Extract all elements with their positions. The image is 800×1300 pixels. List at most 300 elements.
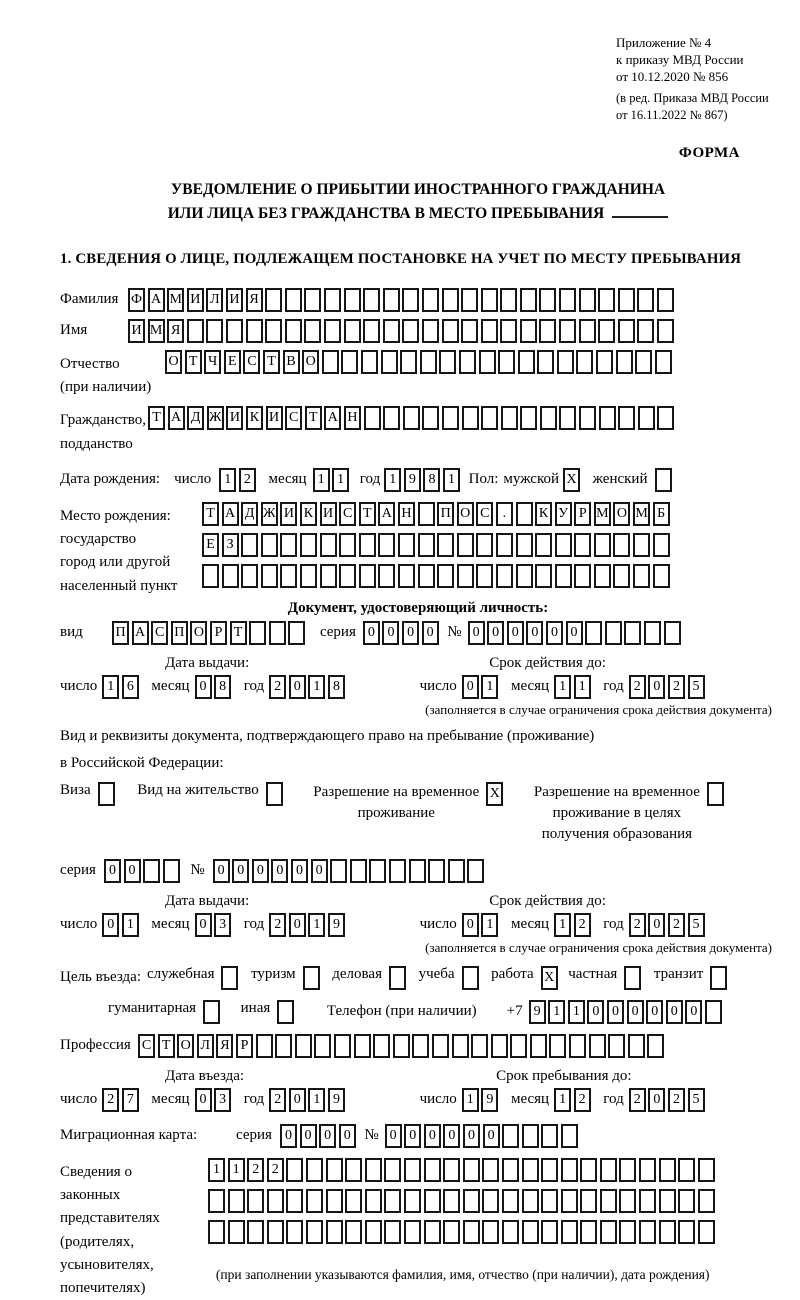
char-box[interactable] [522, 1124, 539, 1148]
char-box[interactable] [326, 1189, 343, 1213]
char-box[interactable] [359, 564, 376, 588]
char-box[interactable]: 1 [568, 1000, 585, 1024]
char-box[interactable]: 1 [481, 675, 498, 699]
char-box[interactable] [314, 1034, 331, 1058]
char-box[interactable]: 1 [308, 675, 325, 699]
char-box[interactable] [247, 1220, 264, 1244]
char-box[interactable] [324, 288, 341, 312]
char-box[interactable] [300, 564, 317, 588]
char-box[interactable]: 0 [402, 621, 419, 645]
char-box[interactable]: 2 [269, 1088, 286, 1112]
char-box[interactable]: 0 [382, 621, 399, 645]
char-box[interactable]: 5 [688, 1088, 705, 1112]
char-box[interactable] [655, 350, 672, 374]
char-box[interactable] [561, 1158, 578, 1182]
char-box[interactable]: О [190, 621, 207, 645]
char-box[interactable] [678, 1189, 695, 1213]
char-box[interactable]: Ж [207, 406, 224, 430]
char-box[interactable] [247, 1189, 264, 1213]
char-box[interactable] [535, 564, 552, 588]
char-box[interactable] [619, 1189, 636, 1213]
char-box[interactable]: 8 [214, 675, 231, 699]
char-box[interactable] [442, 319, 459, 343]
char-box[interactable]: 0 [443, 1124, 460, 1148]
char-box[interactable]: 0 [685, 1000, 702, 1024]
char-box[interactable]: О [457, 502, 474, 526]
char-box[interactable] [516, 564, 533, 588]
char-box[interactable]: А [324, 406, 341, 430]
char-box[interactable] [400, 350, 417, 374]
char-box[interactable]: 1 [443, 468, 460, 492]
char-box[interactable] [428, 859, 445, 883]
char-box[interactable] [383, 406, 400, 430]
char-box[interactable]: 0 [404, 1124, 421, 1148]
char-box[interactable]: З [222, 533, 239, 557]
char-box[interactable] [461, 288, 478, 312]
char-box[interactable] [608, 1034, 625, 1058]
char-box[interactable] [580, 1158, 597, 1182]
char-box[interactable] [228, 1220, 245, 1244]
char-box[interactable] [653, 533, 670, 557]
char-box[interactable] [501, 406, 518, 430]
char-box[interactable] [657, 406, 674, 430]
char-box[interactable] [275, 1034, 292, 1058]
char-box[interactable] [463, 1220, 480, 1244]
char-box[interactable] [618, 288, 635, 312]
char-box[interactable] [393, 1034, 410, 1058]
char-box[interactable] [439, 350, 456, 374]
char-box[interactable] [589, 1034, 606, 1058]
char-box[interactable] [596, 350, 613, 374]
char-box[interactable] [330, 859, 347, 883]
char-box[interactable] [476, 564, 493, 588]
char-box[interactable] [462, 966, 479, 990]
char-box[interactable]: 0 [300, 1124, 317, 1148]
char-box[interactable] [624, 966, 641, 990]
char-box[interactable] [594, 533, 611, 557]
char-box[interactable]: 0 [462, 675, 479, 699]
char-box[interactable] [306, 1220, 323, 1244]
char-box[interactable]: 8 [423, 468, 440, 492]
char-box[interactable] [345, 1189, 362, 1213]
char-box[interactable] [482, 1158, 499, 1182]
char-box[interactable] [420, 350, 437, 374]
char-box[interactable] [320, 533, 337, 557]
char-box[interactable]: . [496, 502, 513, 526]
char-box[interactable] [222, 564, 239, 588]
char-box[interactable]: 0 [195, 1088, 212, 1112]
char-box[interactable]: 2 [574, 1088, 591, 1112]
char-box[interactable] [520, 319, 537, 343]
char-box[interactable] [383, 319, 400, 343]
char-box[interactable]: 9 [529, 1000, 546, 1024]
char-box[interactable] [600, 1220, 617, 1244]
char-box[interactable]: К [300, 502, 317, 526]
char-box[interactable] [286, 1158, 303, 1182]
char-box[interactable]: 1 [313, 468, 330, 492]
char-box[interactable] [265, 319, 282, 343]
char-box[interactable] [398, 564, 415, 588]
char-box[interactable] [502, 1189, 519, 1213]
char-box[interactable] [585, 621, 602, 645]
char-box[interactable] [639, 1158, 656, 1182]
char-box[interactable] [522, 1220, 539, 1244]
char-box[interactable]: Р [574, 502, 591, 526]
char-box[interactable] [476, 533, 493, 557]
char-box[interactable]: 1 [308, 1088, 325, 1112]
char-box[interactable] [520, 406, 537, 430]
char-box[interactable]: Р [210, 621, 227, 645]
char-box[interactable]: 0 [566, 621, 583, 645]
char-box[interactable] [384, 1158, 401, 1182]
char-box[interactable]: А [132, 621, 149, 645]
char-box[interactable]: 0 [627, 1000, 644, 1024]
char-box[interactable]: П [437, 502, 454, 526]
char-box[interactable]: 0 [311, 859, 328, 883]
char-box[interactable] [502, 1220, 519, 1244]
char-box[interactable] [541, 1189, 558, 1213]
char-box[interactable] [559, 288, 576, 312]
char-box[interactable]: 2 [267, 1158, 284, 1182]
char-box[interactable] [619, 1158, 636, 1182]
char-box[interactable] [496, 533, 513, 557]
char-box[interactable]: Т [202, 502, 219, 526]
char-box[interactable] [249, 621, 266, 645]
char-box[interactable] [280, 564, 297, 588]
char-box[interactable] [442, 288, 459, 312]
char-box[interactable] [559, 406, 576, 430]
char-box[interactable] [613, 564, 630, 588]
char-box[interactable]: М [148, 319, 165, 343]
char-box[interactable]: Р [236, 1034, 253, 1058]
char-box[interactable]: П [171, 621, 188, 645]
char-box[interactable] [461, 319, 478, 343]
char-box[interactable]: 6 [122, 675, 139, 699]
char-box[interactable] [285, 319, 302, 343]
char-box[interactable] [482, 1220, 499, 1244]
char-box[interactable] [541, 1220, 558, 1244]
char-box[interactable] [226, 319, 243, 343]
char-box[interactable] [580, 1220, 597, 1244]
char-box[interactable] [378, 533, 395, 557]
char-box[interactable]: 9 [328, 1088, 345, 1112]
char-box[interactable] [163, 859, 180, 883]
char-box[interactable]: 0 [289, 913, 306, 937]
char-box[interactable]: Ч [204, 350, 221, 374]
char-box[interactable]: 1 [554, 913, 571, 937]
char-box[interactable] [557, 350, 574, 374]
char-box[interactable] [334, 1034, 351, 1058]
char-box[interactable]: О [165, 350, 182, 374]
char-box[interactable] [698, 1189, 715, 1213]
char-box[interactable] [618, 319, 635, 343]
char-box[interactable]: М [167, 288, 184, 312]
char-box[interactable] [404, 1158, 421, 1182]
char-box[interactable]: Т [263, 350, 280, 374]
char-box[interactable] [409, 859, 426, 883]
char-box[interactable] [437, 564, 454, 588]
char-box[interactable] [187, 319, 204, 343]
char-box[interactable]: 2 [239, 468, 256, 492]
char-box[interactable]: 0 [468, 621, 485, 645]
char-box[interactable]: 0 [289, 675, 306, 699]
char-box[interactable] [569, 1034, 586, 1058]
char-box[interactable] [320, 564, 337, 588]
char-box[interactable] [647, 1034, 664, 1058]
char-box[interactable]: Т [230, 621, 247, 645]
char-box[interactable]: 9 [328, 913, 345, 937]
char-box[interactable]: С [339, 502, 356, 526]
char-box[interactable] [143, 859, 160, 883]
char-box[interactable] [443, 1189, 460, 1213]
char-box[interactable] [539, 288, 556, 312]
char-box[interactable]: 1 [122, 913, 139, 937]
char-box[interactable]: 0 [463, 1124, 480, 1148]
char-box[interactable]: У [555, 502, 572, 526]
char-box[interactable]: 2 [269, 913, 286, 937]
char-box[interactable] [221, 966, 238, 990]
char-box[interactable] [639, 1189, 656, 1213]
char-box[interactable]: 0 [587, 1000, 604, 1024]
char-box[interactable]: X [486, 782, 503, 806]
char-box[interactable] [324, 319, 341, 343]
char-box[interactable] [384, 1189, 401, 1213]
char-box[interactable] [286, 1189, 303, 1213]
char-box[interactable] [365, 1189, 382, 1213]
char-box[interactable]: Л [197, 1034, 214, 1058]
char-box[interactable]: 0 [507, 621, 524, 645]
char-box[interactable] [261, 533, 278, 557]
char-box[interactable]: Т [305, 406, 322, 430]
char-box[interactable]: 9 [481, 1088, 498, 1112]
char-box[interactable] [705, 1000, 722, 1024]
char-box[interactable]: Я [216, 1034, 233, 1058]
char-box[interactable] [326, 1220, 343, 1244]
char-box[interactable] [537, 350, 554, 374]
char-box[interactable] [659, 1189, 676, 1213]
char-box[interactable] [678, 1220, 695, 1244]
char-box[interactable] [698, 1158, 715, 1182]
char-box[interactable]: 0 [104, 859, 121, 883]
char-box[interactable] [365, 1220, 382, 1244]
char-box[interactable] [286, 1220, 303, 1244]
char-box[interactable]: 0 [319, 1124, 336, 1148]
char-box[interactable] [664, 621, 681, 645]
char-box[interactable]: 0 [526, 621, 543, 645]
char-box[interactable] [510, 1034, 527, 1058]
char-box[interactable] [482, 1189, 499, 1213]
char-box[interactable]: И [226, 288, 243, 312]
char-box[interactable] [98, 782, 115, 806]
char-box[interactable]: 1 [332, 468, 349, 492]
char-box[interactable]: 0 [487, 621, 504, 645]
char-box[interactable] [639, 1220, 656, 1244]
char-box[interactable] [339, 564, 356, 588]
char-box[interactable] [365, 1158, 382, 1182]
char-box[interactable] [381, 350, 398, 374]
char-box[interactable] [354, 1034, 371, 1058]
char-box[interactable]: Ф [128, 288, 145, 312]
char-box[interactable] [384, 1220, 401, 1244]
char-box[interactable] [208, 1220, 225, 1244]
char-box[interactable]: С [285, 406, 302, 430]
char-box[interactable] [657, 288, 674, 312]
char-box[interactable]: 1 [219, 468, 236, 492]
char-box[interactable]: С [476, 502, 493, 526]
char-box[interactable]: Я [167, 319, 184, 343]
char-box[interactable]: 2 [102, 1088, 119, 1112]
char-box[interactable] [481, 319, 498, 343]
char-box[interactable]: О [613, 502, 630, 526]
char-box[interactable] [422, 319, 439, 343]
char-box[interactable]: 1 [548, 1000, 565, 1024]
char-box[interactable]: А [168, 406, 185, 430]
char-box[interactable]: И [187, 288, 204, 312]
char-box[interactable] [541, 1124, 558, 1148]
char-box[interactable] [496, 564, 513, 588]
char-box[interactable] [442, 406, 459, 430]
char-box[interactable] [285, 288, 302, 312]
char-box[interactable]: Т [185, 350, 202, 374]
char-box[interactable]: 0 [648, 1088, 665, 1112]
char-box[interactable] [574, 564, 591, 588]
char-box[interactable] [267, 1189, 284, 1213]
char-box[interactable] [467, 859, 484, 883]
char-box[interactable] [457, 564, 474, 588]
char-box[interactable] [579, 406, 596, 430]
char-box[interactable]: Т [158, 1034, 175, 1058]
char-box[interactable]: 1 [574, 675, 591, 699]
char-box[interactable] [266, 782, 283, 806]
char-box[interactable] [559, 319, 576, 343]
char-box[interactable]: 5 [688, 913, 705, 937]
char-box[interactable] [241, 564, 258, 588]
char-box[interactable] [369, 859, 386, 883]
char-box[interactable] [202, 564, 219, 588]
char-box[interactable]: 0 [271, 859, 288, 883]
char-box[interactable] [443, 1158, 460, 1182]
char-box[interactable]: 0 [280, 1124, 297, 1148]
char-box[interactable] [600, 1189, 617, 1213]
char-box[interactable] [710, 966, 727, 990]
char-box[interactable] [208, 1189, 225, 1213]
char-box[interactable]: 7 [122, 1088, 139, 1112]
char-box[interactable] [459, 350, 476, 374]
char-box[interactable]: 1 [554, 1088, 571, 1112]
char-box[interactable]: С [243, 350, 260, 374]
char-box[interactable] [605, 621, 622, 645]
char-box[interactable] [339, 533, 356, 557]
char-box[interactable] [628, 1034, 645, 1058]
char-box[interactable]: 1 [308, 913, 325, 937]
char-box[interactable]: Д [187, 406, 204, 430]
char-box[interactable] [383, 288, 400, 312]
char-box[interactable] [522, 1189, 539, 1213]
char-box[interactable]: И [226, 406, 243, 430]
char-box[interactable] [448, 859, 465, 883]
char-box[interactable] [659, 1220, 676, 1244]
char-box[interactable] [520, 288, 537, 312]
char-box[interactable] [344, 319, 361, 343]
char-box[interactable] [443, 1220, 460, 1244]
char-box[interactable] [402, 288, 419, 312]
char-box[interactable] [600, 1158, 617, 1182]
char-box[interactable]: И [320, 502, 337, 526]
char-box[interactable] [280, 533, 297, 557]
char-box[interactable] [256, 1034, 273, 1058]
char-box[interactable]: 2 [668, 1088, 685, 1112]
char-box[interactable] [364, 406, 381, 430]
char-box[interactable]: 3 [214, 913, 231, 937]
char-box[interactable]: 0 [666, 1000, 683, 1024]
char-box[interactable] [303, 966, 320, 990]
char-box[interactable] [418, 502, 435, 526]
char-box[interactable]: Е [202, 533, 219, 557]
char-box[interactable]: И [266, 406, 283, 430]
char-box[interactable] [500, 319, 517, 343]
char-box[interactable]: 0 [424, 1124, 441, 1148]
char-box[interactable]: А [148, 288, 165, 312]
char-box[interactable]: И [280, 502, 297, 526]
char-box[interactable] [540, 406, 557, 430]
char-box[interactable]: К [246, 406, 263, 430]
char-box[interactable]: 0 [363, 621, 380, 645]
char-box[interactable] [502, 1124, 519, 1148]
char-box[interactable] [345, 1220, 362, 1244]
char-box[interactable] [530, 1034, 547, 1058]
char-box[interactable] [555, 533, 572, 557]
char-box[interactable] [432, 1034, 449, 1058]
char-box[interactable] [635, 350, 652, 374]
char-box[interactable]: 1 [481, 913, 498, 937]
char-box[interactable] [598, 288, 615, 312]
char-box[interactable] [561, 1220, 578, 1244]
char-box[interactable]: 2 [247, 1158, 264, 1182]
char-box[interactable] [655, 468, 672, 492]
char-box[interactable] [345, 1158, 362, 1182]
char-box[interactable] [359, 533, 376, 557]
char-box[interactable]: Н [344, 406, 361, 430]
char-box[interactable] [267, 1220, 284, 1244]
char-box[interactable]: О [302, 350, 319, 374]
char-box[interactable] [361, 350, 378, 374]
char-box[interactable]: 1 [228, 1158, 245, 1182]
char-box[interactable]: 1 [554, 675, 571, 699]
char-box[interactable]: 0 [422, 621, 439, 645]
char-box[interactable] [452, 1034, 469, 1058]
char-box[interactable]: 0 [483, 1124, 500, 1148]
char-box[interactable] [576, 350, 593, 374]
char-box[interactable]: X [563, 468, 580, 492]
char-box[interactable] [518, 350, 535, 374]
char-box[interactable]: М [594, 502, 611, 526]
char-box[interactable]: А [222, 502, 239, 526]
char-box[interactable]: 0 [213, 859, 230, 883]
char-box[interactable] [350, 859, 367, 883]
char-box[interactable] [616, 350, 633, 374]
char-box[interactable] [659, 1158, 676, 1182]
char-box[interactable] [481, 288, 498, 312]
char-box[interactable] [561, 1189, 578, 1213]
char-box[interactable] [633, 533, 650, 557]
char-box[interactable]: 0 [195, 913, 212, 937]
char-box[interactable]: 2 [574, 913, 591, 937]
char-box[interactable]: Я [246, 288, 263, 312]
char-box[interactable] [580, 1189, 597, 1213]
char-box[interactable] [424, 1158, 441, 1182]
char-box[interactable] [344, 288, 361, 312]
char-box[interactable] [462, 406, 479, 430]
